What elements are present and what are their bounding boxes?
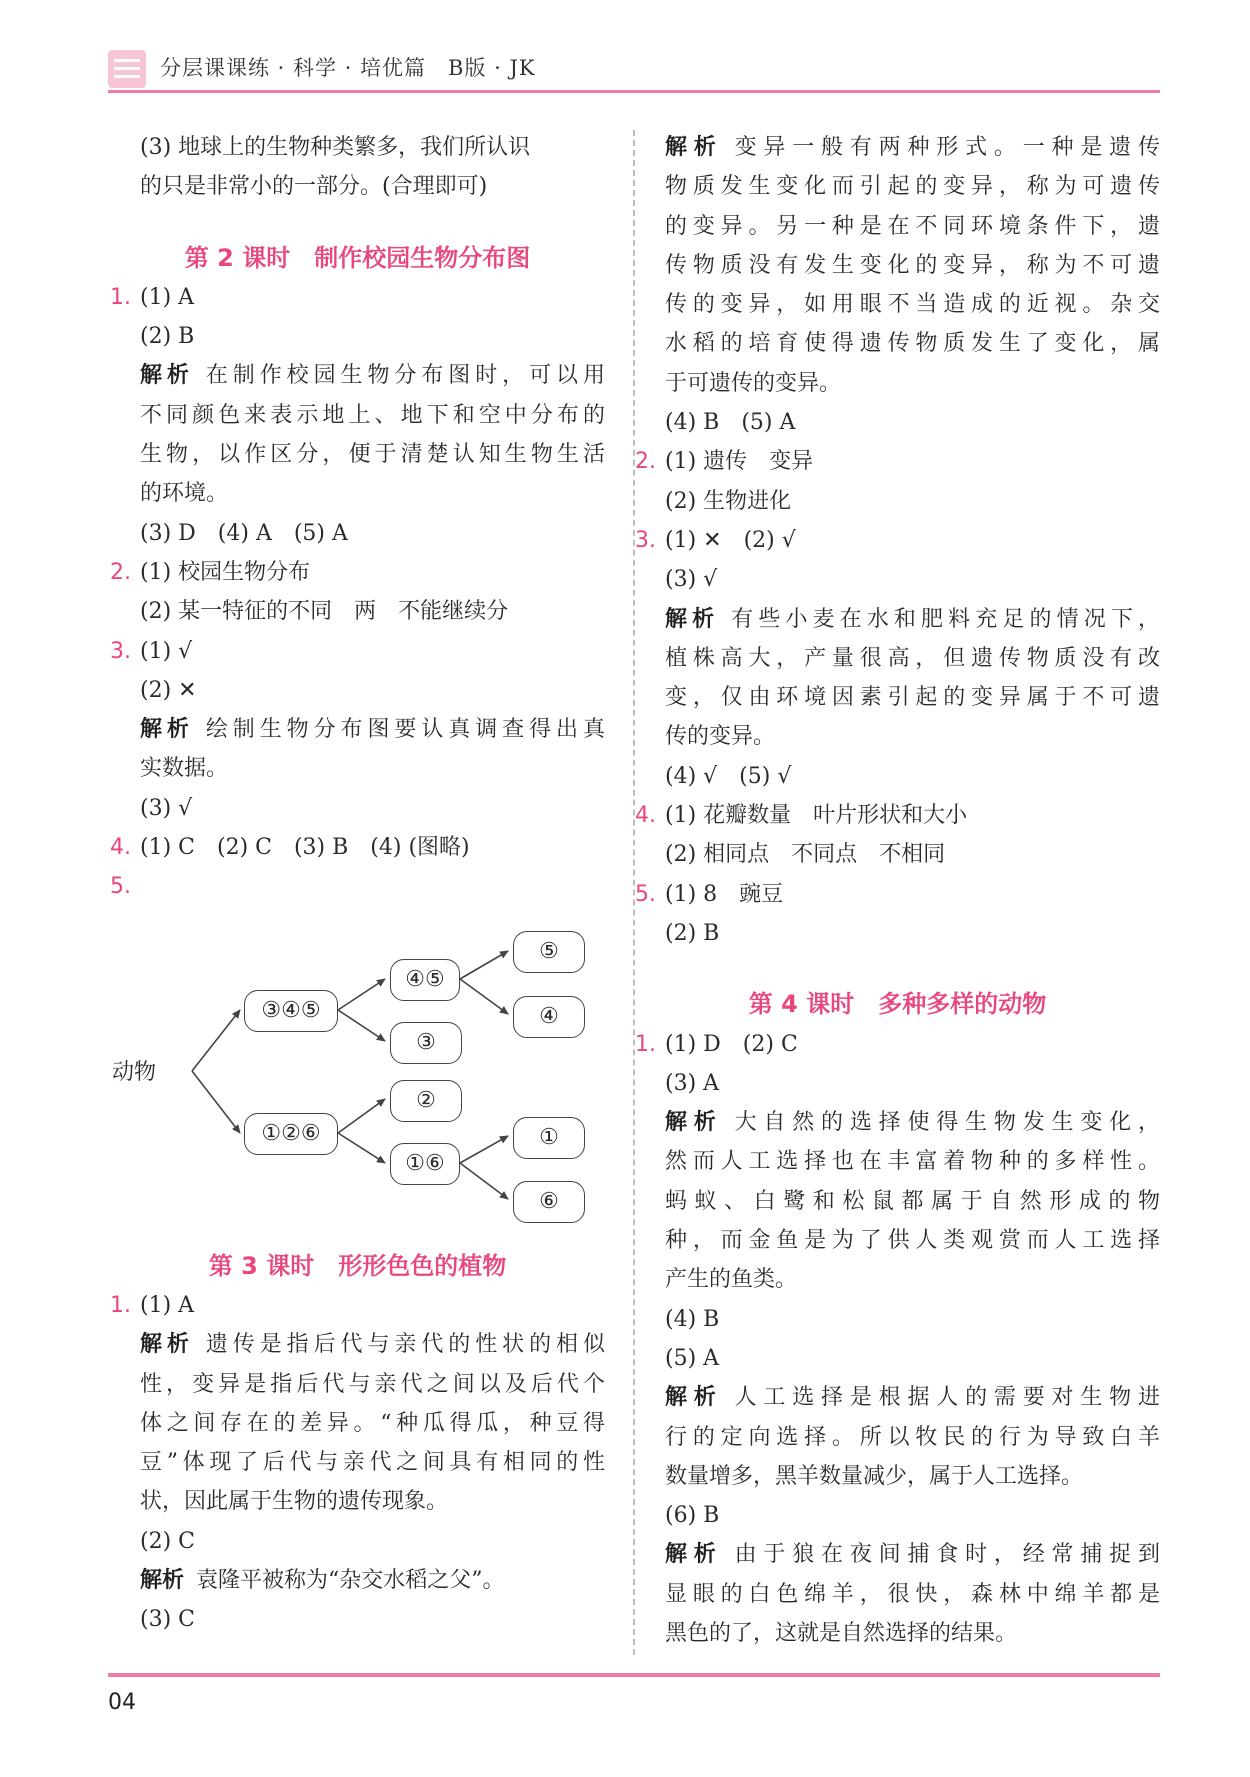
question-number: 2. [110, 559, 131, 585]
answer-text: (1) √ [140, 638, 193, 664]
question-number: 5. [635, 881, 656, 907]
question-number: 1. [635, 1031, 656, 1057]
explanation-line: 豆”体现了后代与亲代之间具有相同的性 [140, 1450, 605, 1476]
explanation-line: 植株高大，产量很高，但遗传物质没有改 [665, 645, 1160, 671]
lesson-2-heading: 第 2 课时 制作校园生物分布图 [184, 243, 531, 272]
explanation-line: 解析 变异一般有两种形式。一种是遗传 [665, 135, 1160, 160]
explanation-line: 实数据。 [140, 756, 229, 782]
left-column [110, 128, 605, 1640]
explanation-label: 解析 [140, 363, 194, 389]
node-1: ① [513, 1117, 585, 1159]
answer-text: (2) B [140, 324, 195, 350]
page-header [108, 46, 1158, 94]
answer-line: 的只是非常小的一部分。(合理即可) [140, 174, 488, 200]
book-logo-icon [108, 50, 146, 88]
answer-text: (1) A [140, 1292, 195, 1318]
explanation-label: 解析 [140, 1568, 185, 1594]
explanation-line: 解析 绘制生物分布图要认真调查得出真 [140, 717, 605, 743]
arrow-line [460, 1136, 508, 1163]
explanation-line: 然而人工选择也在丰富着物种的多样性。 [665, 1149, 1160, 1175]
question-number: 1. [110, 1292, 131, 1318]
explanation-line: 体之间存在的差异。“种瓜得瓜，种豆得 [140, 1410, 605, 1436]
explanation-line: 种，而金鱼是为了供人类观赏而人工选择 [665, 1228, 1160, 1254]
arrow-line [460, 951, 508, 979]
node-2: ② [390, 1080, 462, 1122]
explanation-line: 物质发生变化而引起的变异，称为可遗传 [665, 174, 1160, 200]
right-column [635, 128, 1160, 1653]
answer-text: (2) C [140, 1528, 195, 1554]
explanation-label: 解析 [665, 1385, 723, 1411]
explanation-line: 的环境。 [140, 481, 229, 507]
answer-text: (2) 相同点 不同点 不相同 [665, 842, 946, 868]
arrow-line [460, 1163, 508, 1199]
explanation-line: 解析 人工选择是根据人的需要对生物进 [665, 1385, 1160, 1411]
node-6: ⑥ [513, 1181, 585, 1223]
explanation-line: 解析 在制作校园生物分布图时，可以用 [140, 363, 605, 389]
question-number: 5. [110, 874, 131, 900]
question-number: 4. [110, 835, 131, 861]
answer-text: (1) D (2) C [665, 1031, 798, 1057]
question-number: 2. [635, 449, 656, 475]
explanation-line: 传物质没有发生变化的变异，称为不可遗 [665, 252, 1160, 278]
question-number: 1. [110, 284, 131, 310]
explanation-line: 传的变异。 [665, 724, 776, 750]
answer-text: (3) D (4) A (5) A [140, 520, 348, 546]
answer-text: (1) A [140, 284, 195, 310]
explanation-label: 解析 [140, 717, 194, 743]
answer-text: (1) 花瓣数量 叶片形状和大小 [665, 803, 968, 829]
explanation-line: 解析 遗传是指后代与亲代的性状的相似 [140, 1332, 605, 1358]
explanation-line: 性，变异是指后代与亲代之间以及后代个 [140, 1371, 605, 1397]
node-126: ①②⑥ [244, 1113, 338, 1155]
answer-text: (3) √ [665, 567, 718, 593]
page-number: 04 [108, 1690, 136, 1715]
explanation-line: 显眼的白色绵羊，很快，森林中绵羊都是 [665, 1581, 1160, 1607]
answer-text: (2) ✕ [140, 677, 197, 703]
answer-text: (1) 8 豌豆 [665, 881, 784, 907]
node-3: ③ [390, 1022, 462, 1064]
explanation-line: 于可遗传的变异。 [665, 370, 842, 396]
answer-text: (1) C (2) C (3) B (4) (图略) [140, 835, 470, 861]
answer-text: (5) A [665, 1345, 720, 1371]
question-number: 3. [110, 638, 131, 664]
arrow-line [460, 979, 508, 1014]
diagram-root-label: 动物 [112, 1059, 157, 1085]
footer-divider [108, 1673, 1160, 1677]
explanation-line: 状，因此属于生物的遗传现象。 [140, 1489, 449, 1515]
explanation-line: 行的定向选择。所以牧民的行为导致白羊 [665, 1424, 1160, 1450]
node-345: ③④⑤ [244, 990, 338, 1032]
answer-text: (1) 遗传 变异 [665, 449, 814, 475]
header-divider [108, 90, 1160, 93]
explanation-line: 数量增多，黑羊数量减少，属于人工选择。 [665, 1463, 1084, 1489]
explanation-line: 产生的鱼类。 [665, 1267, 798, 1293]
answer-line: (3) 地球上的生物种类繁多，我们所认识 [140, 135, 531, 160]
explanation-line: 生物，以作区分，便于清楚认知生物生活 [140, 442, 605, 468]
answer-text: (4) B [665, 1306, 720, 1332]
answer-text: (2) B [665, 920, 720, 946]
explanation-line: 传的变异，如用眼不当造成的近视。杂交 [665, 292, 1160, 318]
lesson-4-heading: 第 4 课时 多种多样的动物 [748, 990, 1047, 1019]
arrow-line [338, 1133, 385, 1163]
answer-text: (3) √ [140, 795, 193, 821]
answer-text: (2) 某一特征的不同 两 不能继续分 [140, 599, 509, 625]
explanation-line: 变，仅由环境因素引起的变异属于不可遗 [665, 685, 1160, 711]
explanation-line: 水稻的培育使得遗传物质发生了变化，属 [665, 331, 1160, 357]
arrow-line [338, 979, 385, 1010]
answer-text: (1) ✕ (2) √ [665, 527, 796, 553]
node-45: ④⑤ [390, 959, 460, 1001]
node-5: ⑤ [513, 931, 585, 973]
answer-text: (1) 校园生物分布 [140, 559, 311, 585]
explanation-label: 解析 [665, 606, 720, 632]
arrow-line [338, 1010, 385, 1041]
explanation-line: 的变异。另一种是在不同环境条件下，遗 [665, 213, 1160, 239]
arrow-line [192, 1010, 240, 1071]
explanation-label: 解析 [140, 1332, 194, 1358]
explanation-line: 解析 袁隆平被称为“杂交水稻之父”。 [140, 1568, 505, 1594]
answer-text: (4) √ (5) √ [665, 763, 792, 789]
explanation-line: 不同颜色来表示地上、地下和空中分布的 [140, 402, 605, 428]
explanation-line: 黑色的了，这就是自然选择的结果。 [665, 1620, 1018, 1646]
answer-text: (3) A [665, 1070, 720, 1096]
header-title: 分层课课练 · 科学 · 培优篇 B版 · JK [160, 56, 536, 80]
arrow-line [192, 1071, 240, 1133]
answer-text: (4) B (5) A [665, 410, 796, 436]
explanation-label: 解析 [665, 1542, 723, 1568]
explanation-label: 解析 [665, 135, 723, 160]
lesson-3-heading: 第 3 课时 形形色色的植物 [208, 1251, 507, 1280]
question-number: 3. [635, 527, 656, 553]
arrow-line [338, 1099, 385, 1133]
answer-text: (3) C [140, 1607, 195, 1633]
node-4: ④ [513, 996, 585, 1038]
answer-text: (6) B [665, 1503, 720, 1529]
explanation-line: 解析 由于狼在夜间捕食时，经常捕捉到 [665, 1542, 1160, 1568]
animal-classification-diagram [110, 911, 605, 1241]
explanation-label: 解析 [665, 1110, 723, 1136]
question-number: 4. [635, 803, 656, 829]
explanation-line: 蚂蚁、白鹭和松鼠都属于自然形成的物 [665, 1188, 1160, 1214]
answer-text: (2) 生物进化 [665, 488, 792, 514]
explanation-line: 解析 有些小麦在水和肥料充足的情况下， [665, 606, 1160, 632]
explanation-line: 解析 大自然的选择使得生物发生变化， [665, 1110, 1160, 1136]
node-16: ①⑥ [390, 1143, 460, 1185]
